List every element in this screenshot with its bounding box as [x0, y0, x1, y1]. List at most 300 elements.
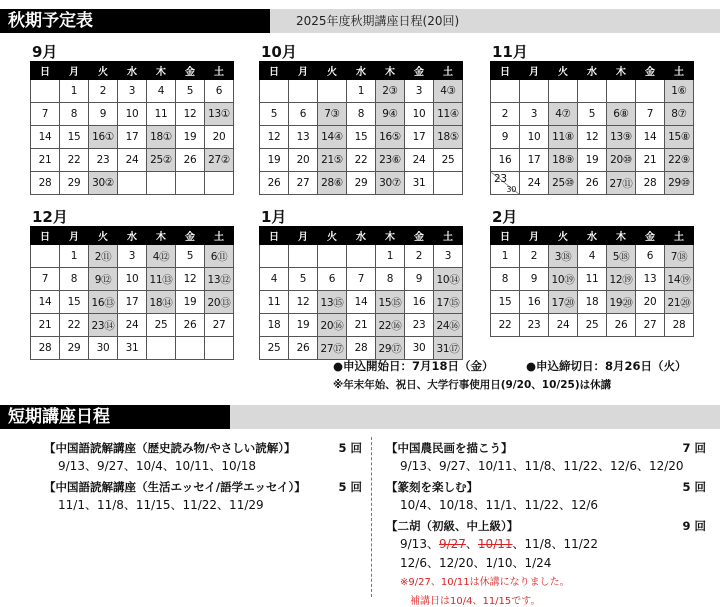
- course-dates: 9/13、9/27、10/11、11/8、11/22、12/6、12/20: [400, 459, 684, 473]
- calendar-week: [260, 126, 463, 149]
- calendar-day: [289, 80, 318, 103]
- calendar-day: 16⑬: [89, 291, 118, 314]
- calendar-day: 28: [665, 314, 694, 337]
- calendar-week: [31, 103, 234, 126]
- weekday-header: 日: [31, 62, 60, 80]
- course-dates: 12/6、12/20、1/10、1/24: [400, 556, 552, 570]
- calendar-day: 23⑭: [89, 314, 118, 337]
- weekday-header: 金: [176, 62, 205, 80]
- calendar-day: 6: [289, 103, 318, 126]
- calendar-day: 18⑨: [549, 149, 578, 172]
- calendar-day: 8: [376, 268, 405, 291]
- calendar-day: 16⑤: [376, 126, 405, 149]
- calendar-day: 6: [636, 245, 665, 268]
- weekday-header: 土: [205, 62, 234, 80]
- calendar-week: [31, 337, 234, 360]
- weekday-header: 火: [549, 62, 578, 80]
- calendar-day: 28: [347, 337, 376, 360]
- calendar-day: 29⑩: [665, 172, 694, 195]
- calendar-day: 24: [405, 149, 434, 172]
- calendar-day: 23: [405, 314, 434, 337]
- calendar-day: [289, 245, 318, 268]
- calendar-day: 13⑫: [205, 268, 234, 291]
- calendar-day: 21: [31, 314, 60, 337]
- calendar-day: 20⑯: [318, 314, 347, 337]
- calendar-day: 13⑮: [318, 291, 347, 314]
- calendar-day: 5: [260, 103, 289, 126]
- calendar-week: [260, 291, 463, 314]
- calendar-day: 12: [578, 126, 607, 149]
- calendar-day: 4⑦: [549, 103, 578, 126]
- weekday-header: 水: [578, 227, 607, 245]
- calendar-day: 25: [147, 314, 176, 337]
- calendar-day: 17⑮: [434, 291, 463, 314]
- weekday-header: 日: [491, 227, 520, 245]
- calendar-day: 14⑲: [665, 268, 694, 291]
- weekday-header: 金: [636, 62, 665, 80]
- calendar-day: 31: [405, 172, 434, 195]
- calendar-week: [260, 149, 463, 172]
- calendar-day: 17⑳: [549, 291, 578, 314]
- calendar-day: 7: [31, 268, 60, 291]
- calendar-day: [318, 245, 347, 268]
- calendar-day: 29: [60, 172, 89, 195]
- weekday-header: 木: [607, 62, 636, 80]
- calendar-day: 11⑧: [549, 126, 578, 149]
- short-course-title: 短期講座日程: [0, 405, 230, 429]
- course-dates: 11/1、11/8、11/15、11/22、11/29: [58, 498, 264, 512]
- calendar-day: 15: [60, 291, 89, 314]
- calendar-day: 1⑥: [665, 80, 694, 103]
- calendar-day: 24: [118, 314, 147, 337]
- calendar-day: 16: [405, 291, 434, 314]
- calendar-day: 15: [60, 126, 89, 149]
- calendar-day: 29: [347, 172, 376, 195]
- course-dates: 10/4、10/18、11/1、11/22、12/6: [400, 498, 599, 512]
- calendar-week: [31, 291, 234, 314]
- calendar-day: 12: [176, 103, 205, 126]
- calendar-day: 30⑦: [376, 172, 405, 195]
- calendar-week: [491, 172, 694, 195]
- calendar-day: 20: [289, 149, 318, 172]
- calendar-day: [491, 80, 520, 103]
- calendar-day: 16: [520, 291, 549, 314]
- calendar-week: [31, 172, 234, 195]
- calendar-day: 4: [147, 80, 176, 103]
- calendar-week: [491, 103, 694, 126]
- calendar-week: [260, 172, 463, 195]
- weekday-header: 木: [607, 227, 636, 245]
- calendar-day: 20: [636, 291, 665, 314]
- calendar-day: 27: [289, 172, 318, 195]
- calendar-grid: [259, 226, 463, 360]
- calendar-november: [490, 43, 694, 195]
- weekday-header: 金: [176, 227, 205, 245]
- short-course-header: [0, 405, 720, 429]
- calendar-day: 7: [31, 103, 60, 126]
- calendar-day: 9: [405, 268, 434, 291]
- calendar-day: 31⑰: [434, 337, 463, 360]
- application-deadline: ●申込締切日：8月26日（火）: [526, 359, 687, 373]
- calendar-day: 1: [347, 80, 376, 103]
- calendar-day: 29⑰: [376, 337, 405, 360]
- calendar-day: 10: [118, 268, 147, 291]
- calendar-day: 8⑦: [665, 103, 694, 126]
- course-item: [386, 479, 706, 515]
- calendar-day: 24: [118, 149, 147, 172]
- calendar-day: 9: [89, 103, 118, 126]
- calendar-day: 21⑤: [318, 149, 347, 172]
- calendar-day: 14: [347, 291, 376, 314]
- course-name: 【篆刻を楽しむ】: [386, 480, 478, 494]
- calendar-day: 3: [520, 103, 549, 126]
- calendar-day: [260, 245, 289, 268]
- calendar-grid: [30, 61, 234, 195]
- calendar-week: [31, 245, 234, 268]
- page-title: 秋期予定表: [0, 9, 270, 33]
- course-item: [44, 440, 362, 476]
- calendar-day: 30②: [89, 172, 118, 195]
- calendar-day: 22⑨: [665, 149, 694, 172]
- calendar-day: 7⑱: [665, 245, 694, 268]
- weekday-header: 土: [205, 227, 234, 245]
- calendar-day: 10: [118, 103, 147, 126]
- course-count: 5 回: [338, 441, 362, 455]
- calendar-day: 23⑥: [376, 149, 405, 172]
- calendar-day: 22: [60, 314, 89, 337]
- calendar-day: [636, 80, 665, 103]
- calendar-day: 7③: [318, 103, 347, 126]
- calendar-day: 28: [31, 337, 60, 360]
- course-name: 【中国語読解講座（生活エッセイ/語学エッセイ）】: [44, 480, 306, 494]
- calendar-day: 1: [491, 245, 520, 268]
- weekday-header: 日: [260, 62, 289, 80]
- calendar-week: [31, 80, 234, 103]
- holiday-note: ※年末年始、祝日、大学行事使用日(9/20、10/25)は休講: [333, 379, 612, 391]
- course-count: 5 回: [338, 480, 362, 494]
- calendar-week: [491, 314, 694, 337]
- calendar-day: 9: [491, 126, 520, 149]
- application-start: ●申込開始日：7月18日（金）: [333, 359, 494, 373]
- calendar-day: 18⑤: [434, 126, 463, 149]
- weekday-header: 水: [118, 62, 147, 80]
- calendar-day: 11: [578, 268, 607, 291]
- short-courses-right: [386, 440, 706, 607]
- calendar-day: 22⑯: [376, 314, 405, 337]
- calendar-day: [176, 172, 205, 195]
- short-course-header-bar: [230, 405, 720, 429]
- cancelled-date: 9/27: [438, 537, 466, 551]
- weekday-header: 火: [89, 227, 118, 245]
- calendar-week: [491, 80, 694, 103]
- calendar-day: 6⑪: [205, 245, 234, 268]
- calendar-week: [31, 314, 234, 337]
- calendar-day: 2③: [376, 80, 405, 103]
- calendar-day: 5: [176, 245, 205, 268]
- calendar-january: [259, 208, 463, 360]
- weekday-header: 月: [289, 62, 318, 80]
- calendar-day: 24: [520, 172, 549, 195]
- calendar-day: 28: [31, 172, 60, 195]
- calendar-day: 5: [176, 80, 205, 103]
- calendar-week: [260, 337, 463, 360]
- calendar-day: 16①: [89, 126, 118, 149]
- calendar-day: 7: [636, 103, 665, 126]
- course-count: 7 回: [682, 441, 706, 455]
- weekday-header: 水: [347, 227, 376, 245]
- calendar-day: 18①: [147, 126, 176, 149]
- calendar-month-title: 10月: [261, 43, 297, 61]
- calendar-day: 18: [578, 291, 607, 314]
- calendar-day: 2: [520, 245, 549, 268]
- weekday-header: 水: [578, 62, 607, 80]
- calendar-day: 2: [89, 80, 118, 103]
- calendar-month-title: 2月: [492, 208, 518, 226]
- calendar-day: 2: [405, 245, 434, 268]
- calendar-day: 6: [205, 80, 234, 103]
- calendar-week: [491, 126, 694, 149]
- calendar-day: 5: [289, 268, 318, 291]
- calendar-day: 9④: [376, 103, 405, 126]
- calendar-day: 26: [260, 172, 289, 195]
- weekday-header: 月: [60, 227, 89, 245]
- calendar-day: 27: [205, 314, 234, 337]
- calendar-day: 1: [376, 245, 405, 268]
- calendar-day: [118, 172, 147, 195]
- calendar-day: 15: [491, 291, 520, 314]
- calendar-day: 3⑱: [549, 245, 578, 268]
- calendar-day: 24⑯: [434, 314, 463, 337]
- calendar-day: 4③: [434, 80, 463, 103]
- calendar-week: [31, 126, 234, 149]
- calendar-day: 1: [60, 80, 89, 103]
- calendar-day: 11: [147, 103, 176, 126]
- calendar-week: [260, 314, 463, 337]
- weekday-header: 土: [434, 62, 463, 80]
- weekday-header: 火: [318, 227, 347, 245]
- weekday-header: 木: [376, 62, 405, 80]
- calendar-day: [205, 337, 234, 360]
- calendar-day: 8: [491, 268, 520, 291]
- course-name: 【中国語読解講座（歴史読み物/やさしい読解）】: [44, 441, 296, 455]
- calendar-week: [491, 268, 694, 291]
- calendar-day: 18: [260, 314, 289, 337]
- calendar-day: 11④: [434, 103, 463, 126]
- cancelled-date: 10/11: [477, 537, 513, 551]
- calendar-day: 26: [289, 337, 318, 360]
- calendar-day: 15: [347, 126, 376, 149]
- calendar-day: 26: [176, 314, 205, 337]
- calendar-day: 15⑮: [376, 291, 405, 314]
- calendar-day: 23 30: [491, 172, 520, 195]
- calendar-day: [31, 245, 60, 268]
- calendar-day: 4: [260, 268, 289, 291]
- calendar-february: [490, 208, 694, 337]
- calendar-day: 15⑧: [665, 126, 694, 149]
- calendar-day: [347, 245, 376, 268]
- calendar-day: 23: [89, 149, 118, 172]
- calendar-day: 3: [118, 80, 147, 103]
- calendar-day: 14: [636, 126, 665, 149]
- calendar-day: 5: [578, 103, 607, 126]
- calendar-day: 6⑧: [607, 103, 636, 126]
- weekday-header: 金: [636, 227, 665, 245]
- schedule-subtitle: 2025年度秋期講座日程(20回): [270, 9, 720, 33]
- calendar-day: 18⑭: [147, 291, 176, 314]
- calendar-day: 7: [347, 268, 376, 291]
- calendar-day: 25②: [147, 149, 176, 172]
- calendar-day: 17: [118, 291, 147, 314]
- calendar-day: 12: [260, 126, 289, 149]
- calendar-day: 13①: [205, 103, 234, 126]
- calendar-day: 22: [491, 314, 520, 337]
- calendar-day: 25: [578, 314, 607, 337]
- calendar-day: 3: [434, 245, 463, 268]
- calendar-month-title: 12月: [32, 208, 68, 226]
- calendar-day: 22: [60, 149, 89, 172]
- calendar-day: 27: [636, 314, 665, 337]
- calendar-day: 1: [60, 245, 89, 268]
- calendar-day: 21: [347, 314, 376, 337]
- calendar-day: 21⑳: [665, 291, 694, 314]
- calendar-day: 10: [405, 103, 434, 126]
- calendar-september: [30, 43, 234, 195]
- calendar-day: 9: [520, 268, 549, 291]
- calendar-day: [147, 337, 176, 360]
- calendar-december: [30, 208, 234, 360]
- calendar-day: 4⑫: [147, 245, 176, 268]
- calendar-day: 3: [118, 245, 147, 268]
- calendar-day: 12⑲: [607, 268, 636, 291]
- calendar-day: 19: [289, 314, 318, 337]
- calendar-day: 13: [636, 268, 665, 291]
- calendar-day: 5⑱: [607, 245, 636, 268]
- calendar-day: 8: [60, 103, 89, 126]
- calendar-day: 17: [118, 126, 147, 149]
- calendar-week: [491, 149, 694, 172]
- calendar-day: 26: [607, 314, 636, 337]
- weekday-header: 水: [347, 62, 376, 80]
- calendar-day: 28: [636, 172, 665, 195]
- course-name: 【中国農民画を描こう】: [386, 441, 513, 455]
- calendar-day: 19: [176, 291, 205, 314]
- calendar-week: [260, 80, 463, 103]
- calendar-day: 19: [578, 149, 607, 172]
- weekday-header: 水: [118, 227, 147, 245]
- calendar-day: 11: [260, 291, 289, 314]
- calendar-day: [147, 172, 176, 195]
- weekday-header: 火: [318, 62, 347, 80]
- calendar-month-title: 9月: [32, 43, 58, 61]
- calendar-week: [260, 245, 463, 268]
- weekday-header: 土: [665, 227, 694, 245]
- calendar-day: 21: [31, 149, 60, 172]
- calendar-day: 10⑭: [434, 268, 463, 291]
- calendar-day: 29: [60, 337, 89, 360]
- calendar-day: 30: [89, 337, 118, 360]
- autumn-schedule-header: [0, 9, 720, 33]
- course-item: [44, 479, 362, 515]
- calendar-day: 27②: [205, 149, 234, 172]
- weekday-header: 木: [376, 227, 405, 245]
- calendar-week: [491, 245, 694, 268]
- calendar-grid: [259, 61, 463, 195]
- calendar-day: 25⑩: [549, 172, 578, 195]
- calendar-day: [318, 80, 347, 103]
- weekday-header: 金: [405, 227, 434, 245]
- calendar-day: 25: [260, 337, 289, 360]
- calendar-day: 10⑲: [549, 268, 578, 291]
- weekday-header: 日: [260, 227, 289, 245]
- calendar-week: [260, 103, 463, 126]
- makeup-note: 補講日は10/4、11/15です。: [410, 596, 541, 607]
- calendar-day: 14: [31, 126, 60, 149]
- calendar-day: 13: [289, 126, 318, 149]
- calendar-day: 9⑫: [89, 268, 118, 291]
- calendar-day: [520, 80, 549, 103]
- calendar-day: 16: [491, 149, 520, 172]
- calendar-grid: [30, 226, 234, 360]
- calendar-week: [491, 291, 694, 314]
- course-dates: 9/13、9/27、10/4、10/11、10/18: [58, 459, 257, 473]
- weekday-header: 金: [405, 62, 434, 80]
- calendar-day: [578, 80, 607, 103]
- calendar-day: 11⑬: [147, 268, 176, 291]
- calendar-day: 8: [60, 268, 89, 291]
- calendar-day: 27⑰: [318, 337, 347, 360]
- weekday-header: 木: [147, 227, 176, 245]
- calendar-day: 19: [260, 149, 289, 172]
- calendar-day: 26: [578, 172, 607, 195]
- course-item-erhu: [386, 518, 706, 607]
- calendar-october: [259, 43, 463, 195]
- calendar-day: [205, 172, 234, 195]
- calendar-day: 6: [318, 268, 347, 291]
- calendar-week: [260, 268, 463, 291]
- cancellation-note: ※9/27、10/11は休講になりました。: [400, 577, 570, 588]
- calendar-day: [31, 80, 60, 103]
- calendar-day: 21: [636, 149, 665, 172]
- calendar-day: 13⑨: [607, 126, 636, 149]
- weekday-header: 月: [289, 227, 318, 245]
- calendar-day: [549, 80, 578, 103]
- course-item: [386, 440, 706, 476]
- calendar-day: 19⑳: [607, 291, 636, 314]
- calendar-day: 26: [176, 149, 205, 172]
- calendar-day: 12: [176, 268, 205, 291]
- calendar-grid: [490, 226, 694, 337]
- calendar-day: 20⑩: [607, 149, 636, 172]
- calendar-week: [31, 268, 234, 291]
- weekday-header: 火: [549, 227, 578, 245]
- calendar-day: [176, 337, 205, 360]
- calendar-day: 4: [578, 245, 607, 268]
- calendar-day: 25: [434, 149, 463, 172]
- calendar-day: 20: [205, 126, 234, 149]
- weekday-header: 火: [89, 62, 118, 80]
- column-divider: [371, 437, 372, 597]
- weekday-header: 土: [434, 227, 463, 245]
- weekday-header: 土: [665, 62, 694, 80]
- calendar-month-title: 11月: [492, 43, 528, 61]
- calendar-day: 23: [520, 314, 549, 337]
- calendar-day: 2: [491, 103, 520, 126]
- calendar-day: 31: [118, 337, 147, 360]
- calendar-day: 24: [549, 314, 578, 337]
- calendar-day: 22: [347, 149, 376, 172]
- course-dates: 9/13、9/27、10/11、11/8、11/22: [400, 537, 599, 551]
- weekday-header: 日: [31, 227, 60, 245]
